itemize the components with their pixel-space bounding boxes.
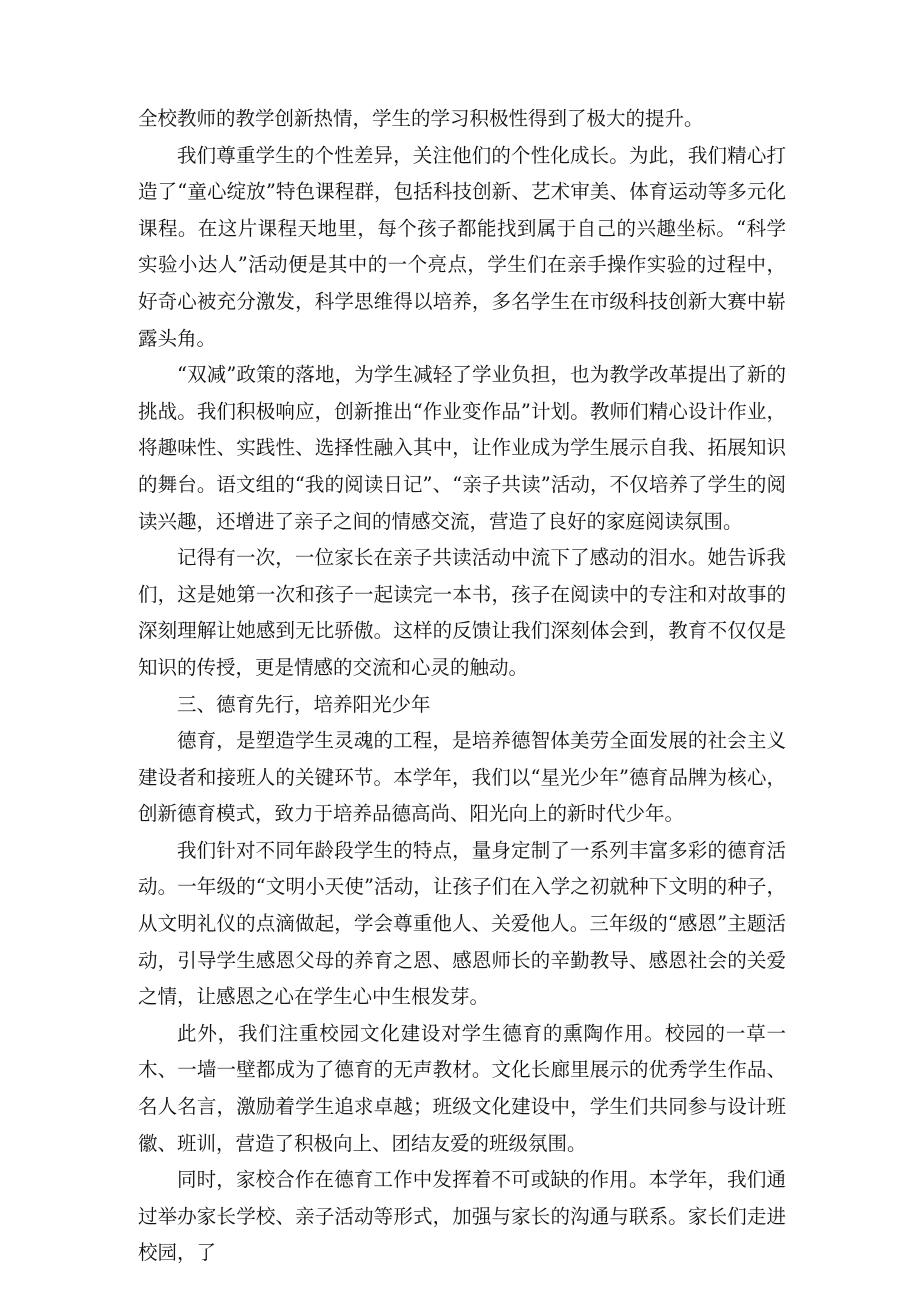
paragraph-parent-story: 记得有一次，一位家长在亲子共读活动中流下了感动的泪水。她告诉我们，这是她第一次和孩子一起读完一本书，孩子在阅读中的专注和对故事的深刻理解让她感到无比骄傲。这样的反馈让我们深刻体会到，教育不仅仅是知识的传授，更是情感的交流和心灵的触动。 (138, 546, 786, 679)
paragraph-continuation: 全校教师的教学创新热情，学生的学习积极性得到了极大的提升。 (138, 107, 704, 130)
paragraph-moral-activities: 我们针对不同年龄段学生的特点，量身定制了一系列丰富多彩的德育活动。一年级的“文明小天使”活动，让孩子们在入学之初就种下文明的种子，从文明礼仪的点滴做起，学会尊重他人、关爱他人。三年级的“感恩”主题活动，引导学生感恩父母的养育之恩、感恩师长的辛勤教导、感恩社会的关爱之情，让感恩之心在学生心中生根发芽。 (138, 838, 786, 1009)
paragraph-moral-education-intro: 德育，是塑造学生灵魂的工程，是培养德智体美劳全面发展的社会主义建设者和接班人的关键环节。本学年，我们以“星光少年”德育品牌为核心，创新德育模式，致力于培养品德高尚、阳光向上的新时代少年。 (138, 729, 786, 826)
document-body (138, 101, 786, 1272)
paragraph-individual-growth: 我们尊重学生的个性差异，关注他们的个性化成长。为此，我们精心打造了“童心绽放”特色课程群，包括科技创新、艺术审美、体育运动等多元化课程。在这片课程天地里，每个孩子都能找到属于自己的兴趣坐标。“科学实验小达人”活动便是其中的一个亮点，学生们在亲手操作实验的过程中，好奇心被充分激发，科学思维得以培养，多名学生在市级科技创新大赛中崭露头角。 (138, 143, 786, 350)
section-heading-moral-education: 三、德育先行，培养阳光少年 (177, 692, 431, 716)
paragraph-campus-culture: 此外，我们注重校园文化建设对学生德育的熏陶作用。校园的一草一木、一墙一壁都成为了德育的无声教材。文化长廊里展示的优秀学生作品、名人名言，激励着学生追求卓越；班级文化建设中，学生们共同参与设计班徽、班训，营造了积极向上、团结友爱的班级氛围。 (138, 1021, 786, 1155)
paragraph-double-reduction: “双减”政策的落地，为学生减轻了学业负担，也为教学改革提出了新的挑战。我们积极响应，创新推出“作业变作品”计划。教师们精心设计作业，将趣味性、实践性、选择性融入其中，让作业成为学生展示自我、拓展知识的舞台。语文组的“我的阅读日记”、“亲子共读”活动，不仅培养了学生的阅读兴趣，还增进了亲子之间的情感交流，营造了良好的家庭阅读氛围。 (138, 363, 786, 533)
paragraph-home-school-cooperation: 同时，家校合作在德育工作中发挥着不可或缺的作用。本学年，我们通过举办家长学校、亲子活动等形式，加强与家长的沟通与联系。家长们走进校园，了 (138, 1168, 786, 1265)
